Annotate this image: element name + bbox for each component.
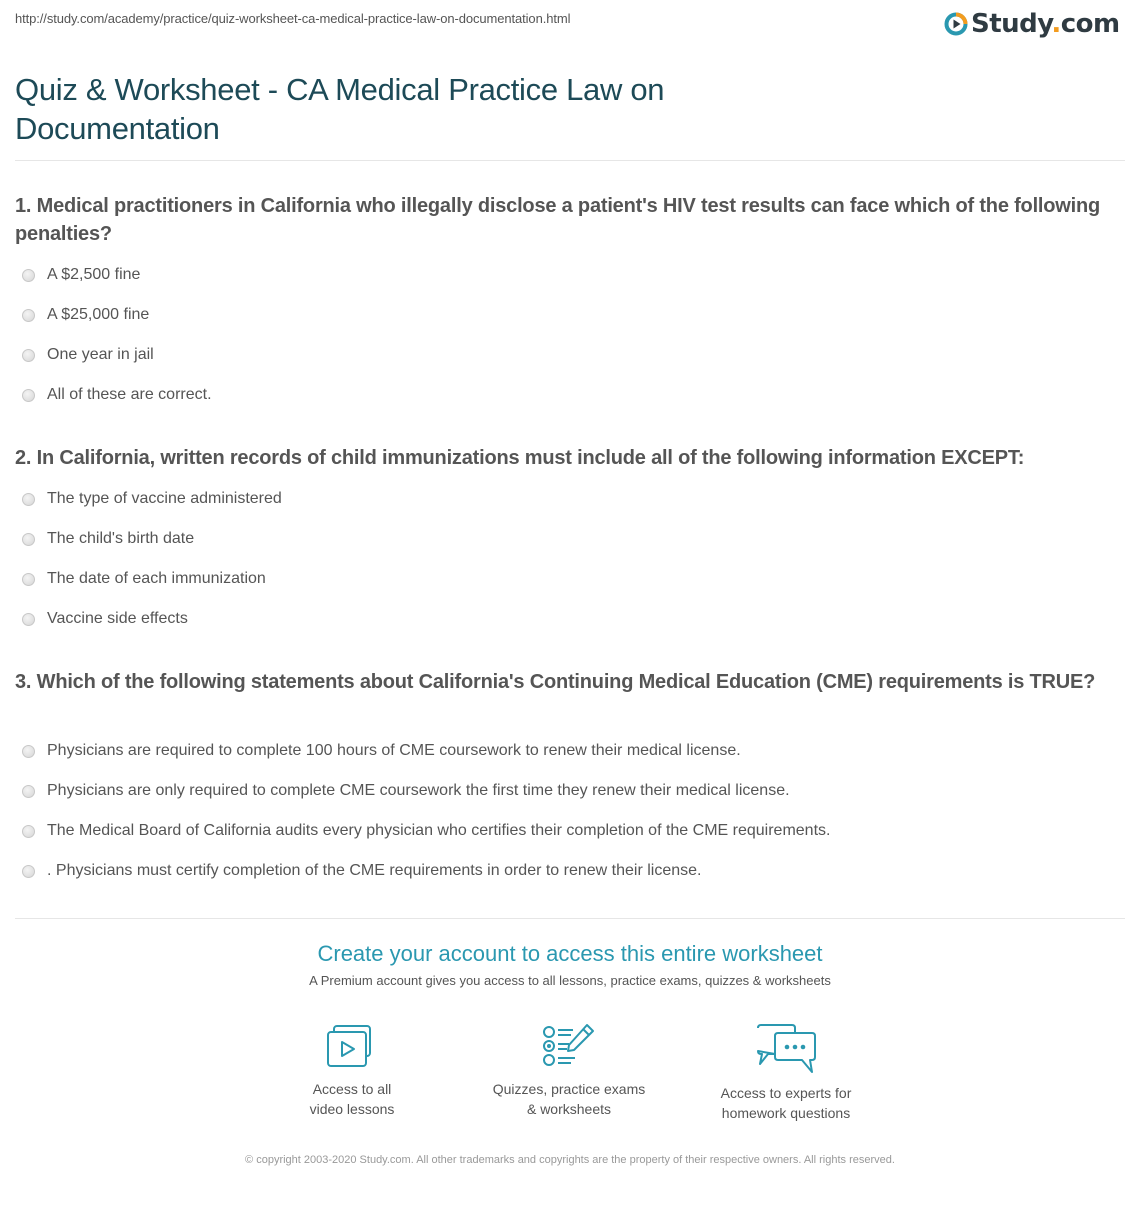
feature-label-line2: homework questions [721, 1105, 851, 1121]
question-3-answers [22, 731, 830, 891]
radio-button[interactable] [22, 389, 35, 402]
radio-button[interactable] [22, 309, 35, 322]
copyright-notice: © copyright 2003-2020 Study.com. All other trademarks and copyrights are the property of their respective owners. All rights reserved. [245, 1154, 895, 1166]
feature-label-line1: Access to experts for [720, 1085, 852, 1101]
answer-option[interactable]: The date of each immunization [22, 559, 282, 599]
feature-quizzes [469, 1022, 669, 1119]
answer-option[interactable]: Vaccine side effects [22, 599, 282, 639]
video-lessons-icon [324, 1022, 380, 1070]
radio-button[interactable] [22, 825, 35, 838]
section-divider [15, 918, 1125, 919]
cta-subtitle: A Premium account gives you access to all lessons, practice exams, quizzes & worksheets [309, 973, 831, 988]
answer-option[interactable]: The type of vaccine administered [22, 479, 282, 519]
logo-text: Study.com [971, 9, 1120, 39]
question-3: 3. Which of the following statements about California's Continuing Medical Education (CME) requirements is TRUE? [15, 671, 1096, 693]
question-2-answers [22, 479, 282, 639]
radio-button[interactable] [22, 533, 35, 546]
play-circle-logo-icon [944, 12, 968, 36]
radio-button[interactable] [22, 745, 35, 758]
chat-bubbles-icon [754, 1022, 818, 1074]
answer-option[interactable]: Physicians are only required to complete CME coursework the first time they renew their medical license. [22, 771, 830, 811]
question-1: 1. Medical practitioners in California who illegally disclose a patient's HIV test results can face which of the following penalties? [15, 195, 1101, 245]
page-title: Quiz & Worksheet - CA Medical Practice Law on Documentation [15, 72, 665, 146]
answer-option[interactable]: The Medical Board of California audits every physician who certifies their completion of the CME requirements. [22, 811, 830, 851]
answer-option[interactable]: A $25,000 fine [22, 295, 212, 335]
radio-button[interactable] [22, 573, 35, 586]
answer-option[interactable]: . Physicians must certify completion of the CME requirements in order to renew their license. [22, 851, 830, 891]
study-logo[interactable] [944, 9, 1120, 39]
feature-label-line2: video lessons [309, 1101, 395, 1117]
answer-option[interactable]: One year in jail [22, 335, 212, 375]
radio-button[interactable] [22, 785, 35, 798]
radio-button[interactable] [22, 613, 35, 626]
answer-option[interactable]: Physicians are required to complete 100 hours of CME coursework to renew their medical license. [22, 731, 830, 771]
answer-option[interactable]: All of these are correct. [22, 375, 212, 415]
quiz-checklist-icon [541, 1022, 597, 1070]
answer-option[interactable]: The child's birth date [22, 519, 282, 559]
radio-button[interactable] [22, 349, 35, 362]
question-2: 2. In California, written records of child immunizations must include all of the following information EXCEPT: [15, 447, 1025, 469]
radio-button[interactable] [22, 865, 35, 878]
feature-experts [686, 1022, 886, 1123]
cta-title[interactable]: Create your account to access this entire worksheet [317, 941, 823, 966]
radio-button[interactable] [22, 493, 35, 506]
page-url: http://study.com/academy/practice/quiz-worksheet-ca-medical-practice-law-on-documentation.html [15, 11, 571, 26]
title-divider [15, 160, 1125, 161]
feature-label-line1: Quizzes, practice exams [492, 1081, 646, 1097]
radio-button[interactable] [22, 269, 35, 282]
question-1-answers [22, 255, 212, 415]
feature-label-line1: Access to all [312, 1081, 392, 1097]
answer-option[interactable]: A $2,500 fine [22, 255, 212, 295]
feature-label-line2: & worksheets [526, 1101, 612, 1117]
feature-video-lessons [252, 1022, 452, 1119]
